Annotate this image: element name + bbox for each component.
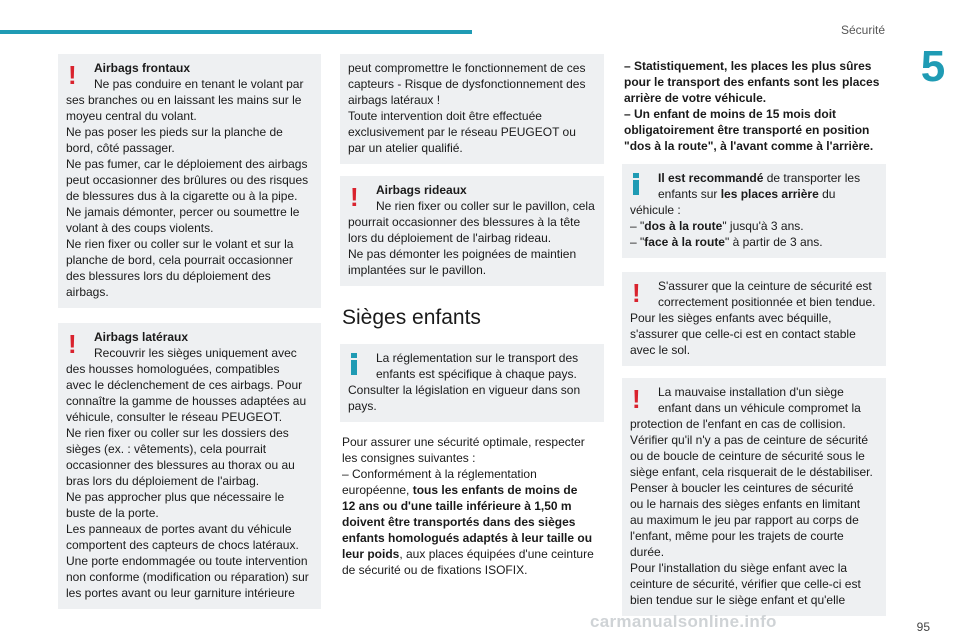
text-line: connaître la gamme de housses adaptées au [66, 394, 307, 408]
text-span: , aux places équipées d'une ceinture [399, 547, 594, 561]
text-line: Ne pas approcher plus que nécessaire le [66, 490, 285, 504]
text-span: pour le transport des enfants sont les places [624, 75, 880, 89]
text-line: Une porte endommagée ou toute intervention [66, 554, 308, 568]
text-line [624, 58, 886, 74]
info-box-recommandation [622, 164, 886, 258]
text-line: implantées sur le pavillon. [348, 263, 487, 277]
warning-box-continued [340, 54, 604, 164]
text-line: de sécurité ou de fixations ISOFIX. [342, 563, 528, 577]
text-line: – Conformément à la réglementation [342, 467, 537, 481]
warning-icon: ! [350, 182, 359, 212]
text-line: bras lors du déploiement de l'airbag. [66, 474, 260, 488]
box-title: Airbags latéraux [94, 330, 189, 344]
column-2 [340, 54, 604, 578]
text-line: planche de bord, cela pourrait occasionner [66, 253, 293, 267]
text-line: S'assurer que la ceinture de sécurité est [658, 279, 872, 293]
text-line: Pour assurer une sécurité optimale, respecter [342, 435, 585, 449]
text-line: sièges (ex. : vêtements), cela pourrait [66, 442, 267, 456]
text-span: de transporter les [763, 171, 861, 185]
text-line: Penser à boucler les ceintures de sécurité [630, 481, 854, 495]
text-line: capteurs - Risque de dysfonctionnement des [348, 77, 586, 91]
text-line [630, 186, 878, 202]
text-line: des housses homologuées, compatibles [66, 362, 280, 376]
text-line: Ne jamais démonter, percer ou soumettre le [66, 205, 300, 219]
info-icon [351, 353, 358, 375]
box-text: Ne rien fixer ou coller sur le pavillon, cela [376, 199, 595, 213]
text-line: La mauvaise installation d'un siège [658, 385, 844, 399]
warning-icon: ! [632, 278, 641, 308]
text-line: occasionner des blessures au thorax ou au [66, 458, 295, 472]
text-line: lors du déploiement de l'airbag rideau. [348, 231, 552, 245]
text-span: "dos à la route", à l'avant comme à l'arrière. [624, 139, 874, 153]
text-span: arrière de votre véhicule. [624, 91, 767, 105]
text-line [342, 482, 604, 498]
warning-box-airbags-frontaux [58, 54, 321, 308]
text-span: – Un enfant de moins de 15 mois doit [624, 107, 837, 121]
text-span: face à la route [644, 235, 725, 249]
text-span: obligatoirement être transporté en position [624, 123, 870, 137]
text-line: buste de la porte. [66, 506, 159, 520]
text-line: Ne rien fixer ou coller sur le volant et sur la [66, 237, 294, 251]
text-span: doivent être transportés dans des sièges [342, 515, 576, 529]
text-span: tous les enfants de moins de [412, 483, 578, 497]
text-span: les places arrière [720, 187, 819, 201]
text-line: Vérifier qu'il n'y a pas de ceinture de sécurité [630, 433, 869, 447]
text-line: peut compromettre le fonctionnement de ces [348, 61, 586, 75]
page-number: 95 [916, 620, 930, 634]
info-box-reglementation [340, 344, 604, 422]
text-line: de blessures dus à la cigarette ou à la pipe. [66, 189, 298, 203]
text-line: véhicule : [630, 203, 681, 217]
text-line: bien tendue sur le siège enfant et qu'elle [630, 593, 846, 607]
box-text: La réglementation sur le transport des [376, 351, 579, 365]
text-line: Ne pas poser les pieds sur la planche de [66, 125, 283, 139]
text-span: " jusqu'à 3 ans. [722, 219, 804, 233]
text-line: Toute intervention doit être effectuée [348, 109, 542, 123]
column-1 [58, 54, 321, 621]
text-line [624, 106, 886, 122]
warning-box-airbags-lateraux [58, 323, 321, 609]
text-line: non conforme (modification ou réparation) sur [66, 570, 309, 584]
text-line [624, 90, 886, 106]
text-line: siège enfant, cela risquerait de le déstabiliser. [630, 465, 873, 479]
text-span: 12 ans ou d'une taille inférieure à 1,50 m [342, 499, 572, 513]
text-line [630, 218, 878, 234]
warning-box-airbags-rideaux [340, 176, 604, 286]
box-text: Recouvrir les sièges uniquement avec [94, 346, 297, 360]
warning-icon: ! [68, 60, 77, 90]
text-line: enfant dans un véhicule compromet la [658, 401, 861, 415]
text-span: enfants sur [658, 187, 721, 201]
chapter-number: 5 [920, 42, 946, 91]
text-line: Les panneaux de portes avant du véhicule [66, 522, 292, 536]
text-line: durée. [630, 545, 665, 559]
warning-box-installation [622, 378, 886, 616]
text-span: européenne, [342, 483, 413, 497]
text-line [342, 546, 604, 562]
warning-icon: ! [68, 329, 77, 359]
text-line: pays. [348, 399, 377, 413]
text-line: ses branches ou en laissant les mains sur le [66, 93, 302, 107]
text-line: les consignes suivantes : [342, 451, 476, 465]
text-line: ceinture de sécurité, vérifier que celle-ci est [630, 577, 861, 591]
text-span: – " [630, 235, 645, 249]
paragraph-statistiques [624, 58, 886, 154]
text-line [342, 514, 604, 530]
text-line: véhicule, consulter le réseau PEUGEOT. [66, 410, 283, 424]
text-line [342, 498, 604, 514]
text-line: moyeu central du volant. [66, 109, 197, 123]
text-line: l'enfant, même pour les trajets de courte [630, 529, 844, 543]
text-line: ou le harnais des sièges enfants en limitant [630, 497, 861, 511]
text-line: Ne rien fixer ou coller sur les dossiers des [66, 426, 289, 440]
text-line: bord, côté passager. [66, 141, 175, 155]
text-line: protection de l'enfant en cas de collision. [630, 417, 846, 431]
section-heading: Sièges enfants [342, 306, 481, 329]
text-line [342, 530, 604, 546]
text-line: pourrait occasionner des blessures à la tête [348, 215, 581, 229]
text-line: airbags latéraux ! [348, 93, 441, 107]
text-line [630, 170, 878, 186]
text-line: des blessures lors du déploiement des [66, 269, 271, 283]
text-line: s'assurer que celle-ci est en contact stable [630, 327, 856, 341]
paragraph-consignes [342, 434, 604, 578]
box-title: Airbags frontaux [94, 61, 191, 75]
text-line: Pour les sièges enfants avec béquille, [630, 311, 832, 325]
text-line: Consulter la législation en vigueur dans son [348, 383, 581, 397]
warning-icon: ! [632, 384, 641, 414]
text-line [624, 122, 886, 138]
text-span: – Statistiquement, les places les plus sûres [624, 59, 872, 73]
text-span: Il est recommandé [658, 171, 764, 185]
text-line [630, 234, 878, 250]
box-title: Airbags rideaux [376, 183, 467, 197]
text-line: au maximum le jeu par rapport au corps de [630, 513, 859, 527]
text-span: du [818, 187, 836, 201]
header-bar [0, 30, 472, 34]
text-line: Ne pas fumer, car le déploiement des airbags [66, 157, 308, 171]
text-line: ou de boucle de ceinture de sécurité sous le [630, 449, 865, 463]
text-line: avec le déclenchement de ces airbags. Pour [66, 378, 303, 392]
text-line [624, 74, 886, 90]
text-line [624, 138, 886, 154]
text-line: airbags. [66, 285, 109, 299]
text-line: par un atelier qualifié. [348, 141, 463, 155]
text-span: – " [630, 219, 645, 233]
text-line: comportent des capteurs de chocs latéraux. [66, 538, 299, 552]
text-line: avec le sol. [630, 343, 691, 357]
text-line: Pour l'installation du siège enfant avec la [630, 561, 848, 575]
text-span: " à partir de 3 ans. [724, 235, 823, 249]
box-text: enfants est spécifique à chaque pays. [376, 367, 577, 381]
text-span: enfants homologués adaptés à leur taille ou [342, 531, 593, 545]
warning-box-ceinture [622, 272, 886, 366]
text-span: leur poids [342, 547, 400, 561]
text-line: exclusivement par le réseau PEUGEOT ou [348, 125, 576, 139]
box-text: Ne pas conduire en tenant le volant par [94, 77, 304, 91]
text-line: peut occasionner des brûlures ou des risques [66, 173, 309, 187]
text-line: les portes avant ou leur garniture intérieure [66, 586, 295, 600]
text-line: volant à des coups violents. [66, 221, 214, 235]
text-line: correctement positionnée et bien tendue. [658, 295, 876, 309]
info-icon [633, 173, 640, 195]
column-3 [622, 54, 886, 628]
text-span: dos à la route [644, 219, 723, 233]
section-title: Sécurité [840, 23, 885, 37]
watermark: carmanualsonline.info [590, 612, 777, 631]
text-line: Ne pas démonter les poignées de maintien [348, 247, 577, 261]
